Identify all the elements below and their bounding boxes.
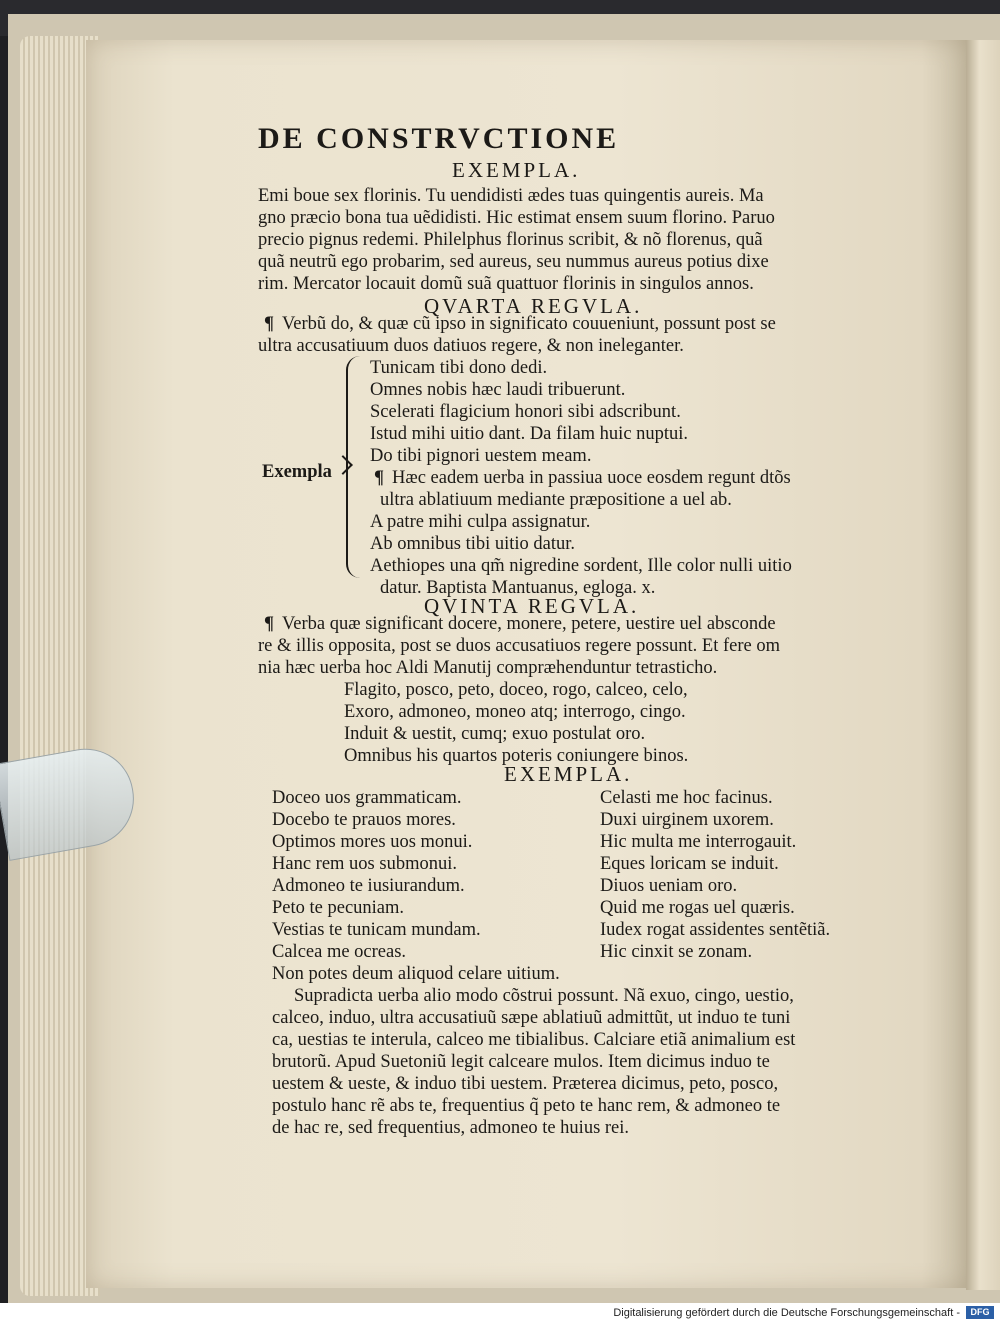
example-left: Doceo uos grammaticam. [272,788,462,808]
verse-line: Induit & uestit, cumq; exuo postulat oro. [344,724,646,744]
text-line: uestem & ueste, & induo tibi uestem. Præterea dicimus, peto, posco, [272,1074,779,1094]
text-line: precio pignus redemi. Philelphus florinus scribit, & nõ florenus, quã [258,230,763,250]
text-line: quã neutrũ ego probarim, sed aureus, seu nummus aureus potius dixe [258,252,769,272]
example-left: Vestias te tunicam mundam. [272,920,481,940]
brace-line: Tunicam tibi dono dedi. [370,358,548,378]
brace-line: Istud mihi uitio dant. Da filam huic nuptui. [370,424,689,444]
example-left: Calcea me ocreas. [272,942,407,962]
brace-line: Hæc eadem uerba in passiua uoce eosdem regunt dtõs [392,468,791,488]
text-line: ultra accusatiuum duos datiuos regere, & non ineleganter. [258,336,684,356]
paragraph-mark: ¶ [264,614,274,634]
brace-line: Scelerati flagicium honori sibi adscribunt. [370,402,681,422]
heading-quarta-regula: QVARTA REGVLA. [424,294,643,318]
text-line: Emi boue sex florinis. Tu uendidisti ædes tuas quingentis aureis. Ma [258,186,764,206]
brace-line: Ab omnibus tibi uitio datur. [370,534,576,554]
text-line: brutorũ. Apud Suetoniũ legit calceare mulos. Item dicimus induo te [272,1052,770,1072]
brace-line: Aethiopes una qm̃ nigredine sordent, Ille color nulli uitio [370,556,792,576]
example-right: Celasti me hoc facinus. [600,788,773,808]
footer-bar [0,1303,1000,1323]
text-line: Verba quæ significant docere, monere, petere, uestire uel absconde [282,614,776,634]
text-line: calceo, induo, ultra accusatiuũ sæpe ablatiuũ admittũt, ut induo te tuni [272,1008,791,1028]
verse-line: Omnibus his quartos poteris coniungere binos. [344,746,689,766]
example-right: Diuos ueniam oro. [600,876,738,896]
example-right: Quid me rogas uel quæris. [600,898,795,918]
text-line: nia hæc uerba hoc Aldi Manutij compræhenduntur tetrasticho. [258,658,718,678]
page-right-edge [966,40,1000,1290]
heading-exempla-1: EXEMPLA. [452,158,581,182]
brace-line: datur. Baptista Mantuanus, egloga. x. [380,578,656,598]
example-right: Hic cinxit se zonam. [600,942,753,962]
paragraph-mark: ¶ [374,468,384,488]
example-right: Eques loricam se induit. [600,854,779,874]
text-line: postulo hanc rẽ abs te, frequentius q̃ peto te hanc rem, & admoneo te [272,1096,781,1116]
text-line: gno præcio bona tua uẽdidisti. Hic estimat ensem suum florino. Paruo [258,208,775,228]
example-right: Hic multa me interrogauit. [600,832,797,852]
example-right: Duxi uirginem uxorem. [600,810,774,830]
heading-exempla-2: EXEMPLA. [504,762,633,786]
footer-text: Digitalisierung gefördert durch die Deutsche Forschungsgemeinschaft - [613,1307,960,1319]
text-line: re & illis opposita, post se duos accusatiuos regere possunt. Et fere om [258,636,781,656]
text-line: de hac re, sed frequentius, admoneo te huius rei. [272,1118,630,1138]
paragraph-mark: ¶ [264,314,274,334]
text-line: ca, uestias te interula, calceo me tibialibus. Calciare etiã animalium est [272,1030,796,1050]
example-left: Peto te pecuniam. [272,898,405,918]
example-left: Hanc rem uos submonui. [272,854,457,874]
example-right: Iudex rogat assidentes sentẽtiã. [600,920,831,940]
heading-quinta-regula: QVINTA REGVLA. [424,594,640,618]
example-left: Docebo te prauos mores. [272,810,456,830]
brace-line: A patre mihi culpa assignatur. [370,512,591,532]
verse-line: Exoro, admoneo, moneo atq; interrogo, cingo. [344,702,686,722]
running-head: DE CONSTRVCTIONE [258,122,620,155]
example-left: Admoneo te iusiurandum. [272,876,465,896]
text-line: Supradicta uerba alio modo cõstrui possunt. Nã exuo, cingo, uestio, [294,986,794,1006]
verse-line: Flagito, posco, peto, doceo, rogo, calceo, celo, [344,680,688,700]
example-left: Optimos mores uos monui. [272,832,473,852]
text-line: Verbũ do, & quæ cũ ipso in significato couueniunt, possunt post se [282,314,776,334]
brace-line: Omnes nobis hæc laudi tribuerunt. [370,380,626,400]
text-line: rim. Mercator locauit domũ suã quattuor florinis in singulos annos. [258,274,754,294]
dfg-logo: DFG [966,1306,994,1319]
brace-line: Do tibi pignori uestem meam. [370,446,592,466]
exempla-label: Exempla [262,462,332,482]
brace-line: ultra ablatiuum mediante præpositione a uel ab. [380,490,732,510]
text-line: Non potes deum aliquod celare uitium. [272,964,560,984]
